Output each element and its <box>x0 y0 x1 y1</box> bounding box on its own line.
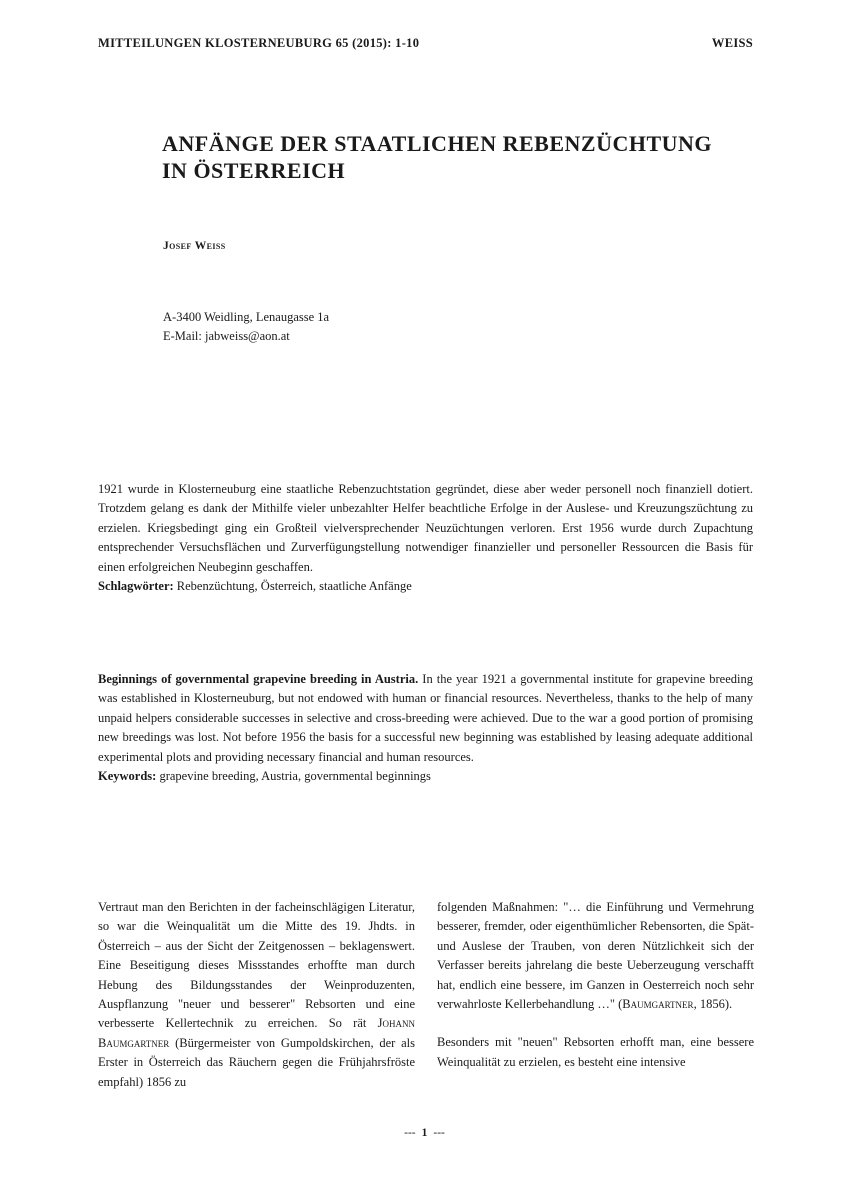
running-author: WEISS <box>711 36 753 50</box>
citation-author: Baumgartner <box>622 997 694 1012</box>
body-paragraph <box>437 898 754 1014</box>
journal-citation: MITTEILUNGEN KLOSTERNEUBURG 65 (2015): 1-10 <box>98 36 420 50</box>
title-line-2: IN ÖSTERREICH <box>162 158 346 183</box>
keywords-english-label: Keywords: <box>98 769 157 784</box>
body-text: , 1856). <box>693 997 733 1012</box>
body-text: Vertraut man den Berichten in der facheinschlägigen Literatur, so war die Weinqualität um die Mitte des 19. Jhdts. in Österreich – aus der Sicht der Zeitgenossen – beklagenswert. Eine Beseitigung dieses Missstandes erhoffte man durch Hebung des Bildungsstandes der Weinproduzenten, Auspflanzung "neuer und besserer" Rebsorten und eine verbesserte Kellertechnik zu erreichen. So rät <box>98 900 415 1031</box>
title-line-1: ANFÄNGE DER STAATLICHEN REBENZÜCHTUNG <box>162 131 713 156</box>
cited-person: Johann Baumgartner <box>98 1016 415 1050</box>
page-footer <box>0 1127 849 1139</box>
abstract-english-paragraph <box>98 670 753 767</box>
body-paragraph: Besonders mit "neuen" Rebsorten erhofft man, eine bessere Weinqualität zu erzielen, es besteht eine intensive <box>437 1035 754 1069</box>
abstract-english-text: In the year 1921 a governmental institute for grapevine breeding was established in Klosterneuburg, but not endowed with human or financial resources. Nevertheless, thanks to the help of many unpaid helpers considerable successes in selective and cross-breeding were achieved. Due to the war a good portion of promising new breedings was lost. Not before 1956 the basis for a successful new beginning was established by leasing adequate additional experimental plots and providing necessary financial and human resources. <box>98 672 753 764</box>
keywords-english-values: grapevine breeding, Austria, governmental beginnings <box>159 769 431 784</box>
body-column-right <box>437 898 754 1072</box>
keywords-german <box>98 577 753 596</box>
footer-dash-left: --- <box>404 1127 416 1139</box>
abstract-english-lead: Beginnings of governmental grapevine breeding in Austria. <box>98 672 419 686</box>
abstract-german-text: 1921 wurde in Klosterneuburg eine staatliche Rebenzuchtstation gegründet, diese aber weder personell noch finanziell dotiert. Trotzdem gelang es dank der Mithilfe vieler unbezahlter Helfer beachtliche Erfolge in der Auslese- und Kreuzungszüchtung zu erzielen. Kriegsbedingt ging ein Großteil vielversprechender Neuzüchtungen verloren. Erst 1956 wurde durch Zupachtung entsprechender Versuchsflächen und Zurverfügungstellung notwendiger finanzieller und personeller Ressourcen die Basis für einen erfolgreichen Neubeginn geschaffen. <box>98 482 753 574</box>
address-line: A-3400 Weidling, Lenaugasse 1a <box>163 310 330 324</box>
email-line: E-Mail: jabweiss@aon.at <box>163 329 290 343</box>
body-text: (Bürgermeister von Gumpoldskirchen, der als Erster in Österreich das Räuchern gegen die Frühjahrsfröste empfahl) 1856 zu <box>98 1035 416 1089</box>
keywords-english <box>98 767 753 786</box>
abstract-german <box>98 480 753 596</box>
body-text: folgenden Maßnahmen: "… die Einführung und Vermehrung besserer, fremder, oder eigenthümlicher Rebensorten, die Spät- und Auslese der Trauben, von deren Nützlichkeit sich der Verfasser bereits jahrelang die beste Ueberzeugung verschafft hat, endlich eine bessere, im Ganzen in Oesterreich noch sehr verwahrloste Kellerbehandlung …" ( <box>437 900 754 1012</box>
article-title <box>162 130 782 184</box>
footer-dash-right: --- <box>433 1127 445 1139</box>
body-column-left <box>98 898 415 1092</box>
author-address <box>163 308 329 346</box>
author-name: Josef Weiss <box>163 240 226 252</box>
body-paragraph <box>98 898 415 1092</box>
keywords-german-label: Schlagwörter: <box>98 579 174 594</box>
keywords-german-values: Rebenzüchtung, Österreich, staatliche Anfänge <box>176 579 412 594</box>
page-number: 1 <box>421 1127 428 1139</box>
abstract-english <box>98 670 753 786</box>
